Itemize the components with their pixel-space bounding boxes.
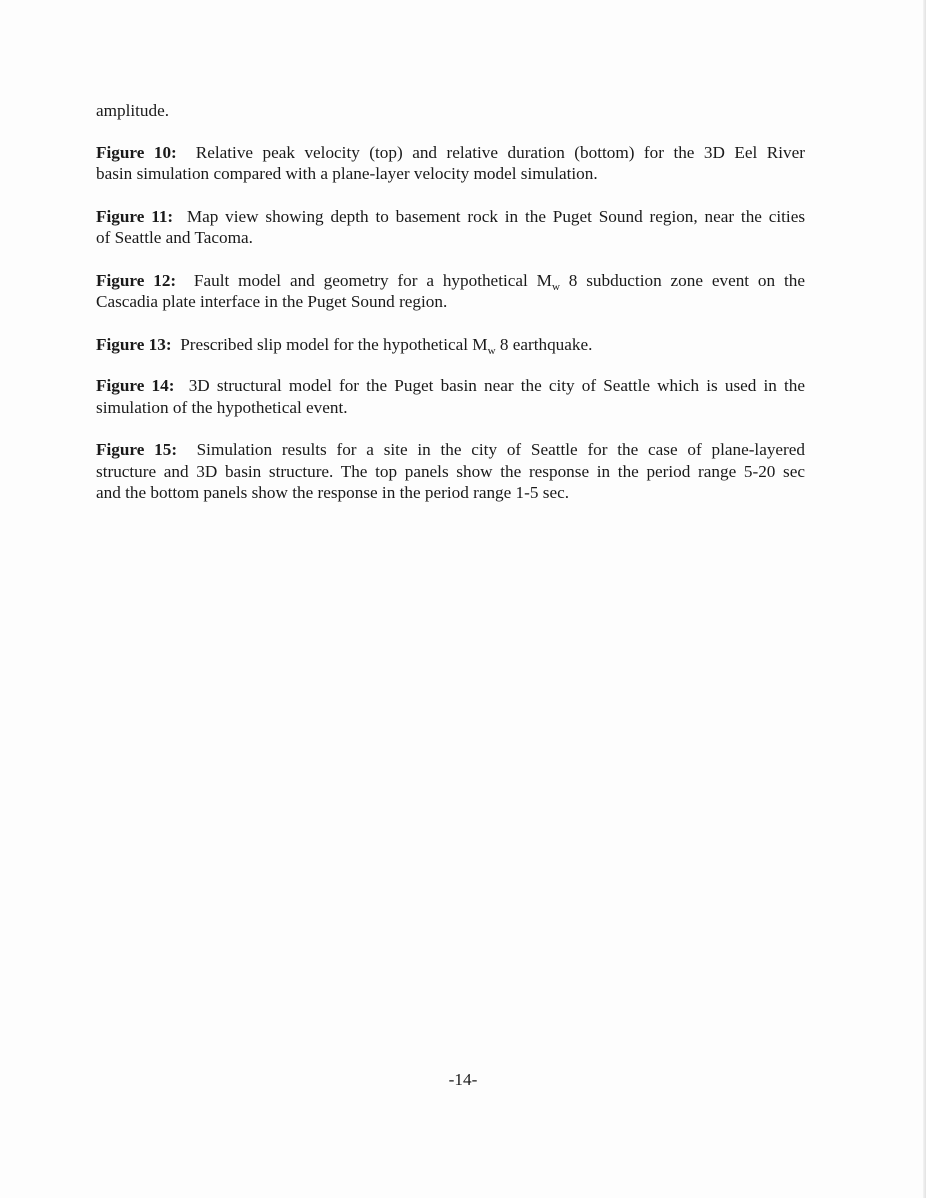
caption-line	[96, 142, 805, 164]
caption-text: Relative peak velocity (top) and relative duration (bottom) for the 3D Eel River	[195, 142, 805, 162]
caption-line	[96, 375, 805, 397]
caption-label: Figure 13:	[96, 334, 172, 354]
caption-label: Figure 14:	[96, 376, 175, 395]
caption-line: basin simulation compared with a plane-layer velocity model simulation.	[96, 164, 598, 183]
caption-line: of Seattle and Tacoma.	[96, 228, 253, 247]
caption-text-before: Fault model and geometry for a hypothetical M	[193, 270, 552, 290]
figure-captions-list	[96, 100, 805, 504]
caption-label: Figure 10:	[96, 142, 177, 162]
caption-figure-10	[96, 142, 805, 185]
caption-text-after: 8 earthquake.	[495, 334, 593, 354]
caption-text: Simulation results for a site in the city of Seattle for the case of plane-layered	[196, 440, 805, 459]
caption-figure-11	[96, 206, 805, 249]
caption-line: Cascadia plate interface in the Puget Sound region.	[96, 292, 448, 311]
subscript-w: w	[487, 344, 496, 357]
caption-text: Map view showing depth to basement rock in the Puget Sound region, near the cities	[186, 206, 806, 226]
caption-figure-15	[96, 439, 805, 504]
caption-line	[96, 334, 805, 356]
caption-line	[96, 270, 805, 292]
caption-text-before: Prescribed slip model for the hypothetical M	[180, 334, 488, 354]
caption-line: simulation of the hypothetical event.	[96, 397, 348, 417]
caption-line	[96, 206, 805, 228]
caption-line: structure and 3D basin structure. The top panels show the response in the period range 5-20 sec	[96, 461, 805, 481]
subscript-w: w	[551, 280, 560, 293]
caption-label: Figure 11:	[96, 206, 174, 226]
caption-text-after: 8 subduction zone event on the	[559, 270, 805, 290]
continuation-line: amplitude.	[96, 101, 170, 120]
caption-figure-12	[96, 270, 805, 313]
caption-text: 3D structural model for the Puget basin near the city of Seattle which is used in the	[188, 376, 805, 395]
caption-figure-13	[96, 334, 805, 356]
page-number: -14-	[448, 1070, 478, 1089]
caption-line: and the bottom panels show the response in the period range 1-5 sec.	[96, 483, 570, 502]
caption-figure-14	[96, 375, 805, 418]
continuation-text	[96, 100, 805, 122]
caption-label: Figure 15:	[96, 440, 178, 459]
caption-line	[96, 439, 805, 461]
caption-label: Figure 12:	[96, 270, 177, 290]
